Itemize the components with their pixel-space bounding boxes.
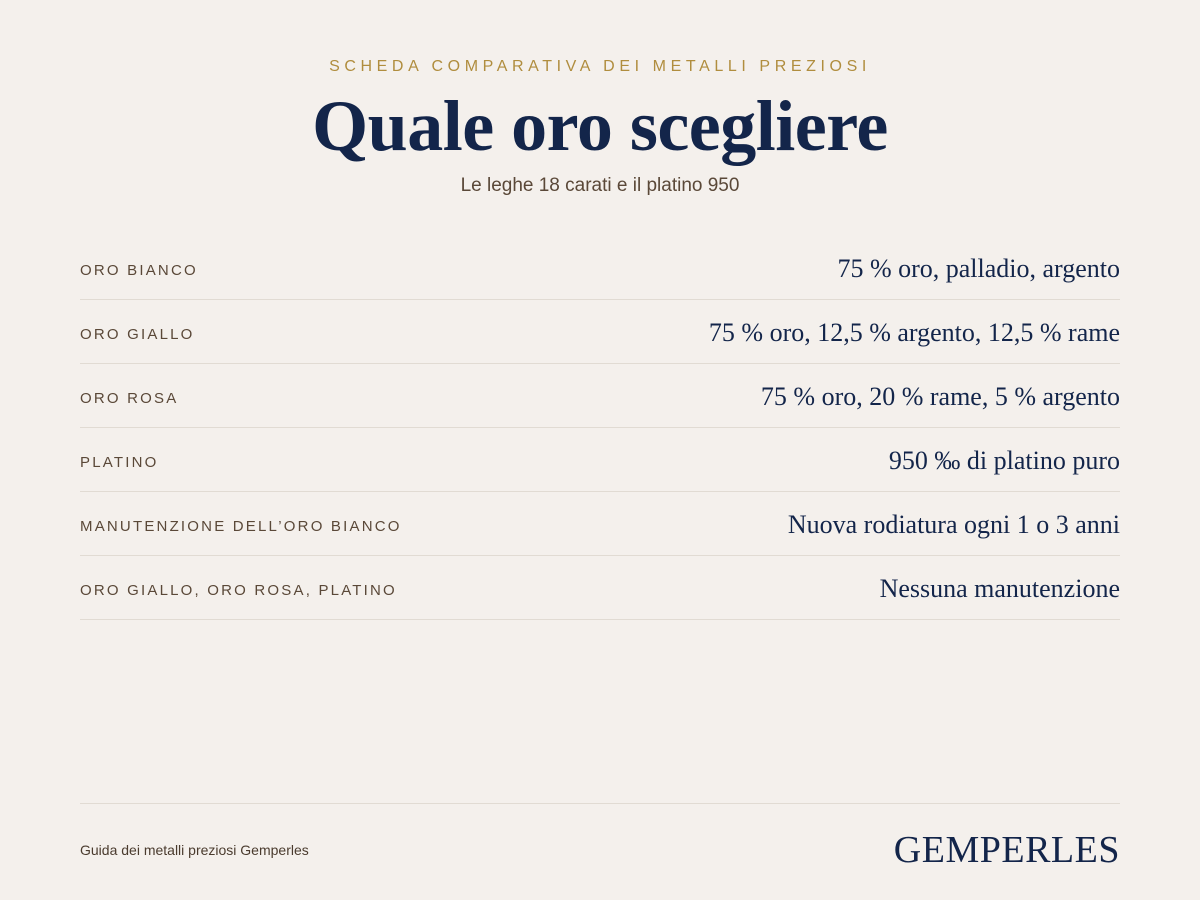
- brand-logo: GEMPERLES: [893, 829, 1120, 871]
- row-label: ORO BIANCO: [80, 262, 198, 279]
- row-label: MANUTENZIONE DELL’ORO BIANCO: [80, 518, 402, 535]
- row-value: Nuova rodiatura ogni 1 o 3 anni: [787, 509, 1120, 539]
- row-label: ORO GIALLO, ORO ROSA, PLATINO: [80, 582, 397, 599]
- page-subtitle: Le leghe 18 carati e il platino 950: [460, 175, 740, 196]
- footer-note: Guida dei metalli preziosi Gemperles: [80, 842, 309, 858]
- row-label: ORO ROSA: [80, 390, 179, 407]
- page-title: Quale oro scegliere: [312, 86, 888, 166]
- footer-divider: [80, 803, 1120, 804]
- row-value: Nessuna manutenzione: [879, 573, 1120, 603]
- row-value: 75 % oro, 20 % rame, 5 % argento: [760, 381, 1120, 411]
- table-row: [80, 492, 1120, 556]
- table-row: [80, 236, 1120, 300]
- table-row: [80, 300, 1120, 364]
- row-label: ORO GIALLO: [80, 326, 195, 343]
- row-label: PLATINO: [80, 454, 159, 471]
- table-row: [80, 428, 1120, 492]
- table-row: [80, 364, 1120, 428]
- row-value: 75 % oro, palladio, argento: [837, 253, 1120, 283]
- row-value: 950 ‰ di platino puro: [888, 445, 1120, 475]
- table-row: [80, 556, 1120, 620]
- row-value: 75 % oro, 12,5 % argento, 12,5 % rame: [708, 317, 1120, 347]
- eyebrow-heading: SCHEDA COMPARATIVA DEI METALLI PREZIOSI: [329, 58, 871, 75]
- comparison-table: [80, 236, 1120, 620]
